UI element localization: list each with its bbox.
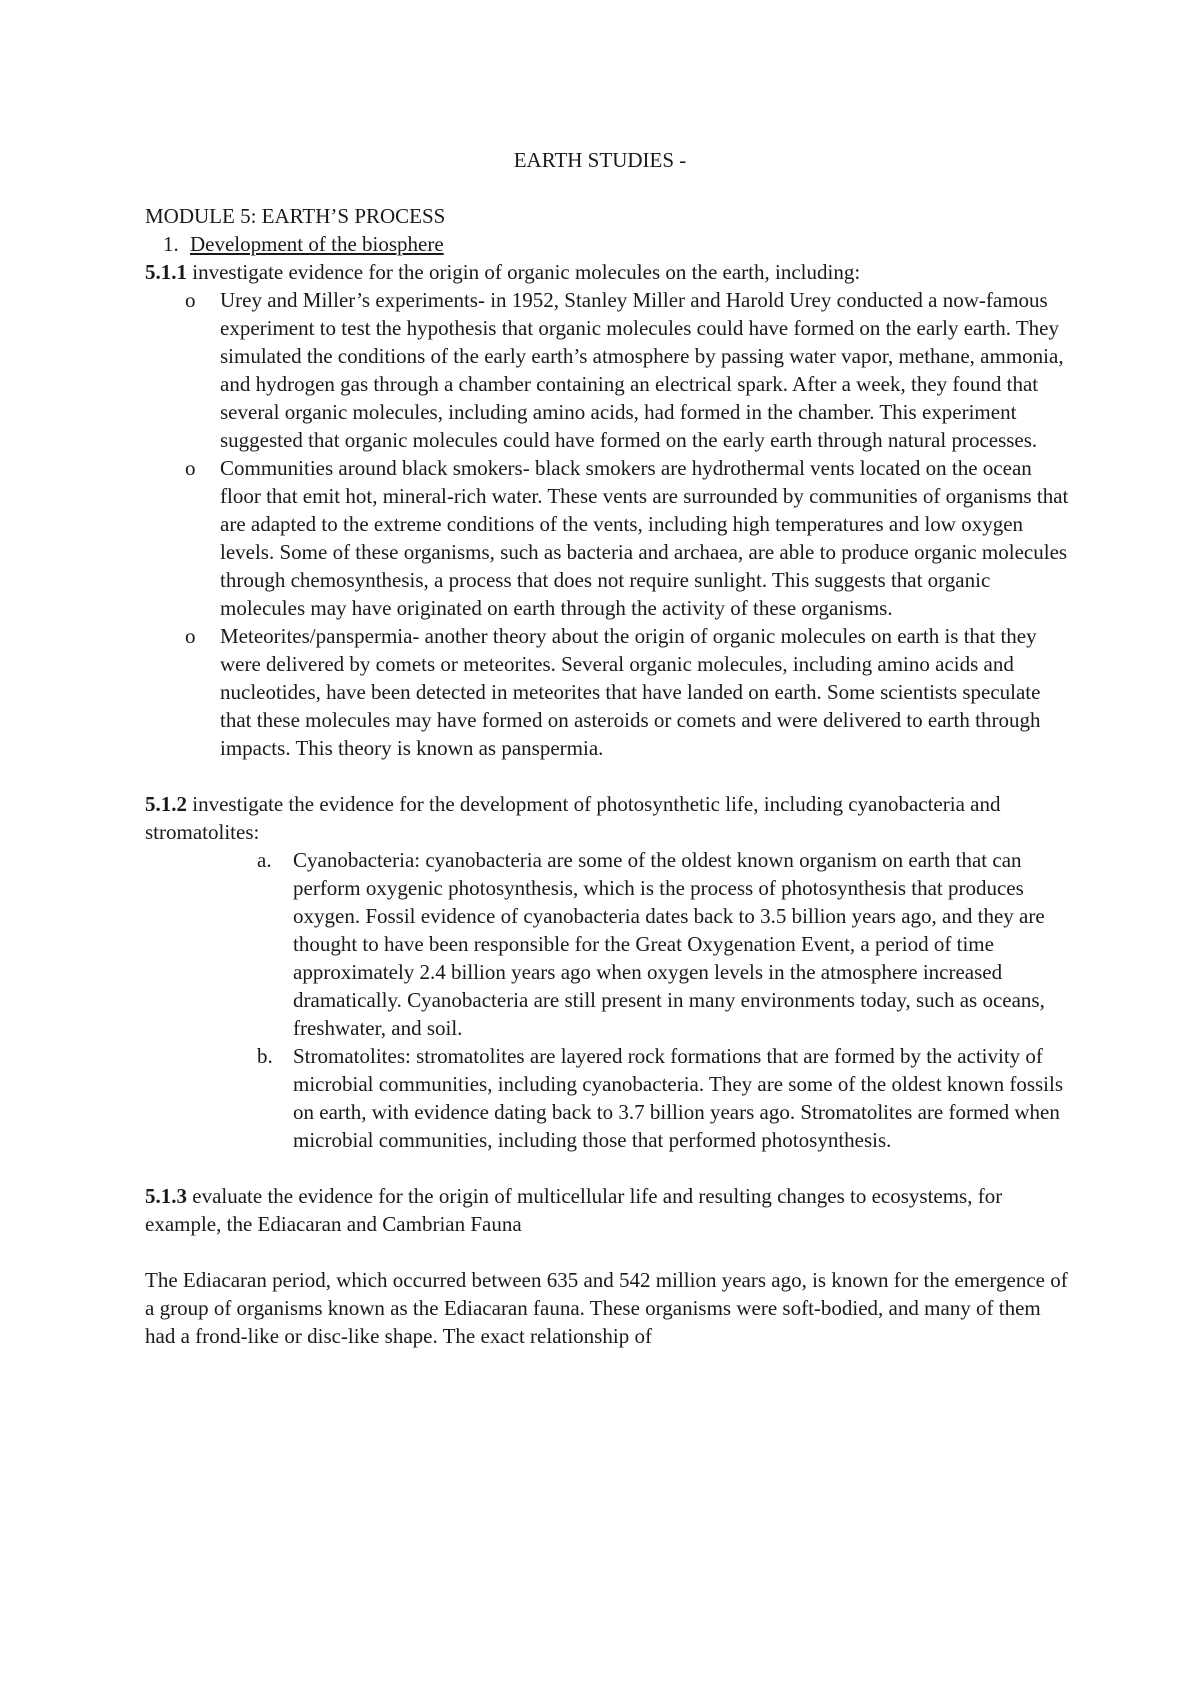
outcome-code: 5.1.2	[145, 792, 187, 816]
section-number: 1.	[163, 232, 179, 256]
section-heading	[145, 230, 1075, 258]
list-item-text: Cyanobacteria: cyanobacteria are some of the oldest known organism on earth that can perform oxygenic photosynthesis, which is the process of photosynthesis that produces oxygen. Fossil evidence of cyanobacteria dates back to 3.5 billion years ago, and they are thought to have been responsible for the Great Oxygenation Event, a period of time approximately 2.4 billion years ago when oxygen levels in the atmosphere increased dramatically. Cyanobacteria are still present in many environments today, such as oceans, freshwater, and soil.	[293, 848, 1045, 1040]
document-title: EARTH STUDIES -	[513, 148, 687, 172]
list-item	[145, 1042, 1075, 1154]
body-paragraph: The Ediacaran period, which occurred between 635 and 542 million years ago, is known for the emergence of a group of organisms known as the Ediacaran fauna. These organisms were soft-bodied, and many of them had a frond-like or disc-like shape. The exact relationship of	[145, 1268, 1068, 1348]
outcome-5-1-2	[145, 790, 1075, 846]
spacer	[145, 1154, 1075, 1182]
list-item	[145, 846, 1075, 1042]
list-item	[145, 622, 1075, 762]
outcome-text: investigate the evidence for the development of photosynthetic life, including cyanobacteria and stromatolites:	[145, 792, 1001, 844]
outcome-code: 5.1.1	[145, 260, 187, 284]
bullet-marker: o	[185, 288, 196, 312]
list-item	[145, 286, 1075, 454]
spacer	[145, 762, 1075, 790]
photosynthesis-list	[145, 846, 1075, 1154]
outcome-text: investigate evidence for the origin of organic molecules on the earth, including:	[187, 260, 861, 284]
outcome-text: evaluate the evidence for the origin of multicellular life and resulting changes to ecosystems, for example, the Ediacaran and Cambrian Fauna	[145, 1184, 1003, 1236]
outcome-code: 5.1.3	[145, 1184, 187, 1208]
module-heading: MODULE 5: EARTH’S PROCESS	[145, 204, 446, 228]
list-item-text: Communities around black smokers- black smokers are hydrothermal vents located on the ocean floor that emit hot, mineral-rich water. These vents are surrounded by communities of organisms that are adapted to the extreme conditions of the vents, including high temperatures and low oxygen levels. Some of these organisms, such as bacteria and archaea, are able to produce organic molecules through chemosynthesis, a process that does not require sunlight. This suggests that organic molecules may have originated on earth through the activity of these organisms.	[220, 456, 1069, 620]
outcome-5-1-1	[145, 258, 1075, 286]
list-item	[145, 454, 1075, 622]
list-marker: a.	[257, 848, 272, 872]
list-marker: b.	[257, 1044, 273, 1068]
outcome-5-1-3	[145, 1182, 1075, 1238]
bullet-marker: o	[185, 624, 196, 648]
bullet-marker: o	[185, 456, 196, 480]
list-item-text: Urey and Miller’s experiments- in 1952, Stanley Miller and Harold Urey conducted a now-famous experiment to test the hypothesis that organic molecules could have formed on the early earth. They simulated the conditions of the early earth’s atmosphere by passing water vapor, methane, ammonia, and hydrogen gas through a chamber containing an electrical spark. After a week, they found that several organic molecules, including amino acids, had formed in the chamber. This experiment suggested that organic molecules could have formed on the early earth through natural processes.	[220, 288, 1064, 452]
section-label: Development of the biosphere	[190, 232, 444, 256]
evidence-list	[145, 286, 1075, 762]
list-item-text: Stromatolites: stromatolites are layered rock formations that are formed by the activity of microbial communities, including cyanobacteria. They are some of the oldest known fossils on earth, with evidence dating back to 3.7 billion years ago. Stromatolites are formed when microbial communities, including those that performed photosynthesis.	[293, 1044, 1064, 1152]
list-item-text: Meteorites/panspermia- another theory about the origin of organic molecules on earth is that they were delivered by comets or meteorites. Several organic molecules, including amino acids and nucleotides, have been detected in meteorites that have landed on earth. Some scientists speculate that these molecules may have formed on asteroids or comets and were delivered to earth through impacts. This theory is known as panspermia.	[220, 624, 1041, 760]
spacer	[145, 1238, 1075, 1266]
document-body	[145, 202, 1075, 1350]
